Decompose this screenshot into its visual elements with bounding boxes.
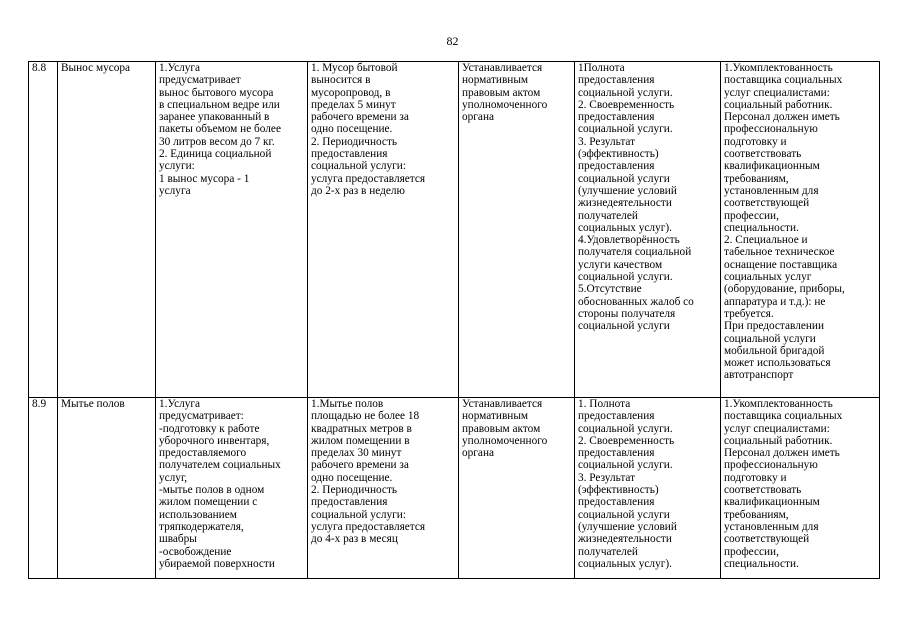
cell-text-line: 5.Отсутствие [578,283,642,296]
cell-text-line: (оборудование, приборы, [724,283,845,296]
cell-text-line: услуги: [159,160,195,173]
cell-text-line: жилом помещении с [159,496,258,509]
cell-text-line: уполномоченного [462,98,548,111]
cell-text-line: вынос бытового мусора [159,86,274,99]
cell-text-line: стороны получателя [578,307,676,320]
cell-text-line: социальной услуги: [311,508,406,521]
cell-text-line: (эффективность) [578,484,659,497]
service-name-cell: Мытье полов [58,398,156,579]
quality-indicators-cell [575,62,721,398]
cell-text-line: швабры [159,533,197,546]
cell-text-line: требованиям, [724,172,789,185]
cell-text-line: 2. Своевременность [578,434,675,447]
cell-text-line: 1Полнота [578,62,625,74]
cell-text-line: до 2-х раз в неделю [311,184,405,197]
table-row [29,398,880,579]
cell-text-line: профессиональную [724,123,818,136]
cell-text-line: профессии, [724,209,779,222]
cell-text-line: поставщика социальных [724,74,843,87]
cell-text-line: соответствующей [724,533,810,546]
cell-text-line: социальной услуги: [311,160,406,173]
cell-text-line: предусматривает [159,74,241,87]
cell-text-line: Персонал должен иметь [724,447,840,460]
cell-text-line: 3. Результат [578,135,636,148]
cell-text-line: 1.Услуга [159,398,201,410]
cell-text-line: нормативным [462,410,529,423]
cell-text-line: пределах 30 минут [311,447,402,460]
cell-text-line: оснащение поставщика [724,258,838,271]
cell-text-line: табельное техническое [724,246,835,259]
cell-text-line: социальных услуг). [578,221,672,234]
cell-text-line: 2. Своевременность [578,98,675,111]
cell-text-line: профессиональную [724,459,818,472]
cell-text-line: социальной услуги [578,172,670,185]
cell-text-line: квалификационным [724,160,820,173]
cell-text-line: соответствовать [724,148,802,161]
cell-text-line: 2. Периодичность [311,135,398,148]
cell-text-line: подготовку и [724,135,787,148]
services-table [28,61,880,579]
cell-text-line: профессии, [724,545,779,558]
cell-text-line: жилом помещении в [311,434,410,447]
cell-text-line: убираемой поверхности [159,557,275,570]
cell-text-line: специальности. [724,221,799,234]
tariff-cell [459,398,575,579]
cell-text-line: автотранспорт [724,369,794,382]
cell-text-line: социальный работник. [724,434,833,447]
cell-text-line: (эффективность) [578,148,659,161]
cell-text-line: рабочего времени за [311,459,409,472]
cell-text-line: может использоваться [724,357,831,370]
cell-text-line: требуется. [724,307,774,320]
cell-text-line: 2. Периодичность [311,484,398,497]
cell-text-line: социальной услуги. [578,271,673,284]
cell-text-line: услуг специалистами: [724,422,830,435]
page-number: 82 [446,34,459,48]
cell-text-line: услуга предоставляется [311,520,426,533]
cell-text-line: предоставления [578,74,655,87]
cell-text-line: мусоропровод, в [311,86,391,99]
cell-text-line: аппаратура и т.д.): не [724,295,826,308]
cell-text-line: социальной услуги [578,508,670,521]
cell-text-line: пакеты объемом не более [159,123,281,136]
cell-text-line: правовым актом [462,86,541,99]
cell-text-line: установленным для [724,184,819,197]
cell-text-line: квалификационным [724,496,820,509]
cell-text-line: предоставления [311,148,388,161]
cell-text-line: социальных услуг). [578,557,672,570]
cell-text-line: предусматривает: [159,410,244,423]
cell-text-line: Персонал должен иметь [724,111,840,124]
cell-text-line: использованием [159,508,237,521]
cell-text-line: получателей [578,545,638,558]
service-volume-cell [308,398,459,579]
cell-text-line: выносится в [311,74,371,87]
cell-text-line: 1.Укомплектованность [724,398,833,410]
service-description-cell [156,398,308,579]
cell-text-line: рабочего времени за [311,111,409,124]
cell-text-line: социальной услуги. [578,422,673,435]
cell-text-line: мобильной бригадой [724,344,825,357]
tariff-cell [459,62,575,398]
cell-text-line: соответствующей [724,197,810,210]
cell-text-line: услуга предоставляется [311,172,426,185]
cell-text-line: предоставления [311,496,388,509]
cell-text-line: 1.Укомплектованность [724,62,833,74]
cell-text-line: социальный работник. [724,98,833,111]
cell-text-line: предоставления [578,410,655,423]
cell-text-line: в специальном ведре или [159,98,280,111]
cell-text-line: Устанавливается [462,62,543,74]
cell-text-line: пределах 5 минут [311,98,396,111]
cell-text-line: услуга [159,184,191,197]
cell-text-line: услуг специалистами: [724,86,830,99]
cell-text-line: услуг, [159,471,188,484]
row-number-cell: 8.9 [29,398,58,579]
cell-text-line: социальной услуги [578,320,670,333]
cell-text-line: подготовку и [724,471,787,484]
cell-text-line: 1.Мытье полов [311,398,384,410]
cell-text-line: предоставления [578,496,655,509]
cell-text-line: обоснованных жалоб со [578,295,694,308]
cell-text-line: получателем социальных [159,459,281,472]
cell-text-line: предоставления [578,160,655,173]
conditions-cell [721,62,880,398]
cell-text-line: квадратных метров в [311,422,412,435]
cell-text-line: органа [462,111,495,124]
cell-text-line: При предоставлении [724,320,824,333]
cell-text-line: получателей [578,209,638,222]
row-number-cell: 8.8 [29,62,58,398]
cell-text-line: соответствовать [724,484,802,497]
cell-text-line: тряпкодержателя, [159,520,244,533]
cell-text-line: органа [462,447,495,460]
cell-text-line: социальной услуги [724,332,816,345]
cell-text-line: социальной услуги. [578,459,673,472]
cell-text-line: социальной услуги. [578,123,673,136]
cell-text-line: жизнедеятельности [578,197,672,210]
cell-text-line: требованиям, [724,508,789,521]
cell-text-line: уполномоченного [462,434,548,447]
cell-text-line: -освобождение [159,545,232,558]
cell-text-line: Устанавливается [462,398,543,410]
table-row [29,62,880,398]
cell-text-line: 1. Полнота [578,398,631,410]
cell-text-line: 1.Услуга [159,62,201,74]
quality-indicators-cell [575,398,721,579]
cell-text-line: предоставления [578,447,655,460]
conditions-cell [721,398,880,579]
cell-text-line: социальной услуги. [578,86,673,99]
cell-text-line: 30 литров весом до 7 кг. [159,135,275,148]
cell-text-line: 2. Специальное и [724,234,808,247]
cell-text-line: 4.Удовлетворённость [578,234,680,247]
cell-text-line: жизнедеятельности [578,533,672,546]
cell-text-line: установленным для [724,520,819,533]
cell-text-line: предоставляемого [159,447,247,460]
cell-text-line: получателя социальной [578,246,692,259]
cell-text-line: специальности. [724,557,799,570]
cell-text-line: 1 вынос мусора - 1 [159,172,250,185]
cell-text-line: до 4-х раз в месяц [311,533,398,546]
cell-text-line: правовым актом [462,422,541,435]
service-volume-cell [308,62,459,398]
cell-text-line: -подготовку к работе [159,422,260,435]
cell-text-line: поставщика социальных [724,410,843,423]
cell-text-line: -мытье полов в одном [159,484,265,497]
service-name-cell: Вынос мусора [58,62,156,398]
cell-text-line: одно посещение. [311,471,393,484]
cell-text-line: площадью не более 18 [311,410,420,423]
cell-text-line: заранее упакованный в [159,111,270,124]
cell-text-line: (улучшение условий [578,520,677,533]
cell-text-line: услуги качеством [578,258,663,271]
cell-text-line: предоставления [578,111,655,124]
cell-text-line: 2. Единица социальной [159,148,272,161]
service-description-cell [156,62,308,398]
cell-text-line: (улучшение условий [578,184,677,197]
cell-text-line: социальных услуг [724,271,812,284]
cell-text-line: 3. Результат [578,471,636,484]
cell-text-line: уборочного инвентаря, [159,434,270,447]
cell-text-line: 1. Мусор бытовой [311,62,398,74]
cell-text-line: нормативным [462,74,529,87]
cell-text-line: одно посещение. [311,123,393,136]
